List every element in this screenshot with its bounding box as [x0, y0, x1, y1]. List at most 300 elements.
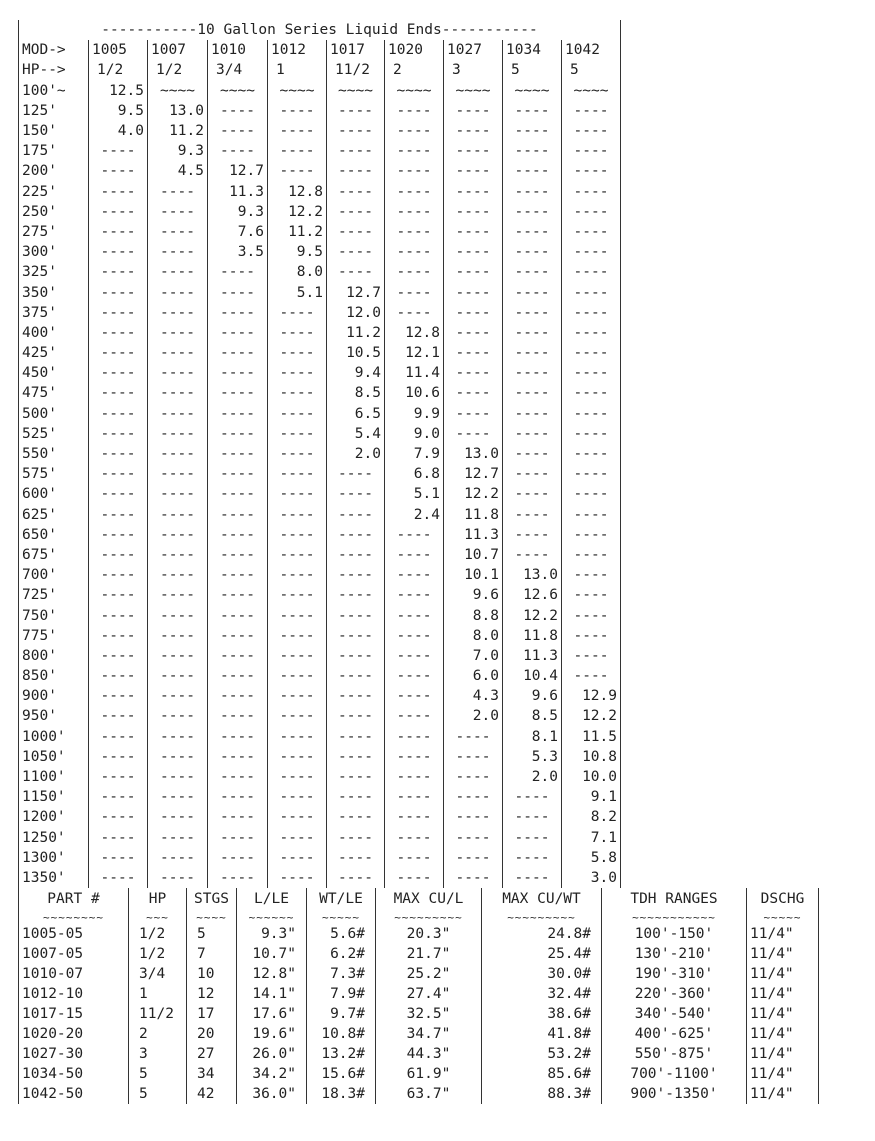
gpm-cell: ---- — [562, 424, 621, 444]
gpm-cell: ---- — [444, 242, 503, 262]
gpm-cell: ---- — [148, 626, 208, 646]
gpm-cell: ---- — [208, 404, 268, 424]
hp-header-cell: 5 — [562, 60, 621, 80]
parts-cell-tdh: 550'-875' — [602, 1044, 747, 1064]
gpm-cell: 8.5 — [327, 383, 385, 403]
performance-row — [19, 121, 621, 141]
gpm-cell: ---- — [562, 626, 621, 646]
depth-cell: 1350' — [19, 868, 89, 888]
gpm-cell: ---- — [208, 868, 268, 888]
gpm-cell: ---- — [208, 484, 268, 504]
gpm-cell: ---- — [148, 646, 208, 666]
hp-header-cell: 3 — [444, 60, 503, 80]
parts-row — [19, 944, 819, 964]
gpm-cell: ---- — [385, 161, 444, 181]
gpm-cell: ---- — [89, 282, 148, 302]
gpm-cell: 9.3 — [148, 141, 208, 161]
gpm-cell: 5.8 — [562, 848, 621, 868]
gpm-cell: ---- — [208, 686, 268, 706]
gpm-cell: 11.5 — [562, 727, 621, 747]
gpm-cell: ---- — [208, 262, 268, 282]
parts-header-row — [19, 888, 819, 910]
parts-cell-stgs: 42 — [187, 1084, 237, 1104]
gpm-cell: ---- — [208, 505, 268, 525]
gpm-cell: ---- — [148, 505, 208, 525]
gpm-cell: 9.4 — [327, 363, 385, 383]
performance-row — [19, 444, 621, 464]
gpm-cell: ---- — [148, 202, 208, 222]
performance-chart-table — [18, 20, 621, 888]
parts-cell-tdh: 900'-1350' — [602, 1084, 747, 1104]
gpm-cell: ---- — [444, 262, 503, 282]
parts-cell-part: 1010-07 — [19, 964, 129, 984]
parts-cell-part: 1027-30 — [19, 1044, 129, 1064]
parts-cell-dschg: 11/4" — [747, 944, 819, 964]
gpm-cell: ---- — [89, 323, 148, 343]
gpm-cell: ---- — [562, 363, 621, 383]
gpm-cell: ---- — [562, 343, 621, 363]
gpm-cell: ---- — [148, 182, 208, 202]
parts-underline-cell: ~~~~~~~~~ — [376, 910, 482, 924]
parts-cell-max-cu-wt: 85.6# — [482, 1064, 602, 1084]
gpm-cell: 13.0 — [148, 101, 208, 121]
depth-cell: 350' — [19, 282, 89, 302]
gpm-cell: ---- — [562, 101, 621, 121]
gpm-cell: 10.6 — [385, 383, 444, 403]
performance-row — [19, 706, 621, 726]
gpm-cell: 13.0 — [444, 444, 503, 464]
gpm-cell: ---- — [327, 182, 385, 202]
gpm-cell: ---- — [503, 363, 562, 383]
parts-cell-part: 1005-05 — [19, 924, 129, 944]
gpm-cell: ---- — [268, 666, 327, 686]
gpm-cell: 12.7 — [208, 161, 268, 181]
gpm-cell: ---- — [268, 727, 327, 747]
hp-header-cell: 5 — [503, 60, 562, 80]
model-header-cell: 1034 — [503, 40, 562, 60]
gpm-cell: ---- — [148, 565, 208, 585]
parts-cell-max-cu-wt: 32.4# — [482, 984, 602, 1004]
depth-cell: 800' — [19, 646, 89, 666]
gpm-cell: ---- — [148, 525, 208, 545]
gpm-cell: ---- — [327, 828, 385, 848]
parts-cell-dschg: 11/4" — [747, 1024, 819, 1044]
gpm-cell: ---- — [503, 121, 562, 141]
gpm-cell: ---- — [503, 222, 562, 242]
parts-cell-l-le: 12.8" — [237, 964, 307, 984]
gpm-cell: ---- — [327, 727, 385, 747]
gpm-cell: ---- — [327, 626, 385, 646]
gpm-cell: ---- — [562, 182, 621, 202]
gpm-cell: ---- — [385, 242, 444, 262]
performance-row — [19, 787, 621, 807]
depth-cell: 1050' — [19, 747, 89, 767]
hp-header-cell: 3/4 — [208, 60, 268, 80]
gpm-cell: ---- — [268, 343, 327, 363]
gpm-cell: ---- — [444, 282, 503, 302]
parts-header-cell: DSCHG — [747, 888, 819, 910]
gpm-cell: 12.7 — [444, 464, 503, 484]
gpm-cell: ---- — [148, 242, 208, 262]
gpm-cell: ---- — [89, 807, 148, 827]
gpm-cell: ---- — [562, 404, 621, 424]
parts-header-cell: WT/LE — [307, 888, 376, 910]
parts-table — [18, 888, 819, 1104]
gpm-cell: ---- — [208, 706, 268, 726]
gpm-cell: ---- — [89, 706, 148, 726]
gpm-cell: ---- — [385, 525, 444, 545]
gpm-cell: ---- — [148, 484, 208, 504]
parts-cell-tdh: 190'-310' — [602, 964, 747, 984]
gpm-cell: ---- — [208, 464, 268, 484]
gpm-cell: 9.5 — [89, 101, 148, 121]
depth-cell: 250' — [19, 202, 89, 222]
gpm-cell: ---- — [268, 747, 327, 767]
parts-cell-l-le: 9.3" — [237, 924, 307, 944]
gpm-cell: ---- — [208, 282, 268, 302]
parts-cell-dschg: 11/4" — [747, 1044, 819, 1064]
depth-cell: 900' — [19, 686, 89, 706]
gpm-cell: ---- — [562, 323, 621, 343]
gpm-cell: 9.5 — [268, 242, 327, 262]
gpm-cell: ---- — [444, 404, 503, 424]
gpm-cell: ---- — [148, 686, 208, 706]
gpm-cell: ---- — [148, 666, 208, 686]
gpm-cell: ---- — [148, 363, 208, 383]
model-header-cell: 1027 — [444, 40, 503, 60]
gpm-cell: ---- — [268, 121, 327, 141]
gpm-cell: ---- — [503, 505, 562, 525]
gpm-cell: ---- — [327, 666, 385, 686]
gpm-cell: ---- — [89, 848, 148, 868]
performance-row — [19, 807, 621, 827]
parts-cell-hp: 1 — [129, 984, 187, 1004]
gpm-cell: ---- — [327, 848, 385, 868]
gpm-cell: ---- — [562, 222, 621, 242]
gpm-cell: 5.1 — [268, 282, 327, 302]
gpm-cell: ---- — [268, 525, 327, 545]
gpm-cell: ---- — [444, 807, 503, 827]
gpm-cell: 4.5 — [148, 161, 208, 181]
gpm-cell: ---- — [89, 383, 148, 403]
gpm-cell: ---- — [89, 444, 148, 464]
gpm-cell: ---- — [385, 565, 444, 585]
depth-cell: 950' — [19, 706, 89, 726]
gpm-cell: ---- — [385, 828, 444, 848]
gpm-cell: 8.0 — [444, 626, 503, 646]
hp-header-cell: 2 — [385, 60, 444, 80]
gpm-cell: ---- — [444, 363, 503, 383]
gpm-cell: ---- — [148, 404, 208, 424]
parts-cell-part: 1020-20 — [19, 1024, 129, 1044]
gpm-cell: ---- — [208, 787, 268, 807]
gpm-cell: ---- — [503, 484, 562, 504]
gpm-cell: ~~~~ — [327, 81, 385, 101]
gpm-cell: ---- — [268, 545, 327, 565]
parts-cell-max-cu-l: 44.3" — [376, 1044, 482, 1064]
gpm-cell: ---- — [327, 525, 385, 545]
gpm-cell: ---- — [89, 727, 148, 747]
performance-row — [19, 525, 621, 545]
gpm-cell: ---- — [385, 121, 444, 141]
gpm-cell: ---- — [148, 767, 208, 787]
gpm-cell: ---- — [503, 868, 562, 888]
gpm-cell: ---- — [268, 464, 327, 484]
gpm-cell: ---- — [444, 303, 503, 323]
gpm-cell: ---- — [268, 787, 327, 807]
gpm-cell: ---- — [327, 161, 385, 181]
gpm-cell: ---- — [208, 585, 268, 605]
gpm-cell: ---- — [208, 383, 268, 403]
gpm-cell: ---- — [268, 828, 327, 848]
gpm-cell: ---- — [208, 605, 268, 625]
gpm-cell: ---- — [148, 444, 208, 464]
gpm-cell: ---- — [208, 848, 268, 868]
gpm-cell: ---- — [268, 404, 327, 424]
gpm-cell: ---- — [327, 545, 385, 565]
parts-cell-stgs: 20 — [187, 1024, 237, 1044]
gpm-cell: ---- — [148, 383, 208, 403]
performance-row — [19, 182, 621, 202]
gpm-cell: ---- — [89, 404, 148, 424]
gpm-cell: ---- — [562, 444, 621, 464]
gpm-cell: ---- — [148, 222, 208, 242]
gpm-cell: ---- — [562, 383, 621, 403]
gpm-cell: ---- — [385, 727, 444, 747]
parts-row — [19, 1024, 819, 1044]
gpm-cell: ---- — [503, 424, 562, 444]
performance-row — [19, 202, 621, 222]
gpm-cell: ---- — [89, 787, 148, 807]
gpm-cell: ---- — [562, 141, 621, 161]
parts-cell-max-cu-wt: 88.3# — [482, 1084, 602, 1104]
gpm-cell: ---- — [562, 121, 621, 141]
gpm-cell: 11.8 — [503, 626, 562, 646]
gpm-cell: ---- — [327, 222, 385, 242]
depth-cell: 175' — [19, 141, 89, 161]
gpm-cell: ---- — [327, 605, 385, 625]
gpm-cell: 8.8 — [444, 605, 503, 625]
parts-header-cell: PART # — [19, 888, 129, 910]
gpm-cell: ---- — [89, 646, 148, 666]
gpm-cell: ---- — [503, 202, 562, 222]
gpm-cell: 2.0 — [327, 444, 385, 464]
parts-cell-hp: 3 — [129, 1044, 187, 1064]
gpm-cell: 8.1 — [503, 727, 562, 747]
parts-underline-cell: ~~~~~ — [747, 910, 819, 924]
depth-cell: 700' — [19, 565, 89, 585]
depth-cell: 550' — [19, 444, 89, 464]
gpm-cell: ---- — [562, 585, 621, 605]
depth-cell: 125' — [19, 101, 89, 121]
parts-cell-stgs: 17 — [187, 1004, 237, 1024]
parts-underline-cell: ~~~~~~ — [237, 910, 307, 924]
parts-underline-cell: ~~~~~ — [307, 910, 376, 924]
gpm-cell: 11.3 — [503, 646, 562, 666]
gpm-cell: 12.5 — [89, 81, 148, 101]
gpm-cell: 2.4 — [385, 505, 444, 525]
parts-cell-hp: 2 — [129, 1024, 187, 1044]
gpm-cell: ---- — [562, 303, 621, 323]
gpm-cell: ---- — [208, 565, 268, 585]
hp-header-row — [19, 60, 621, 80]
gpm-cell: ---- — [148, 585, 208, 605]
gpm-cell: ---- — [327, 505, 385, 525]
performance-row — [19, 363, 621, 383]
gpm-cell: ---- — [268, 363, 327, 383]
gpm-cell: ---- — [208, 767, 268, 787]
gpm-cell: ---- — [503, 182, 562, 202]
gpm-cell: ---- — [327, 747, 385, 767]
parts-cell-l-le: 19.6" — [237, 1024, 307, 1044]
parts-header-cell: MAX CU/WT — [482, 888, 602, 910]
gpm-cell: ---- — [385, 303, 444, 323]
performance-row — [19, 545, 621, 565]
parts-cell-wt-le: 18.3# — [307, 1084, 376, 1104]
gpm-cell: ---- — [208, 807, 268, 827]
gpm-cell: 9.6 — [503, 686, 562, 706]
gpm-cell: 11.8 — [444, 505, 503, 525]
parts-cell-dschg: 11/4" — [747, 1064, 819, 1084]
gpm-cell: ---- — [208, 828, 268, 848]
model-header-cell: 1005 — [89, 40, 148, 60]
performance-row — [19, 242, 621, 262]
gpm-cell: 10.1 — [444, 565, 503, 585]
gpm-cell: ---- — [208, 727, 268, 747]
gpm-cell: ---- — [562, 242, 621, 262]
gpm-cell: ---- — [444, 868, 503, 888]
hp-header-cell: 1 — [268, 60, 327, 80]
parts-cell-l-le: 34.2" — [237, 1064, 307, 1084]
gpm-cell: ---- — [89, 585, 148, 605]
gpm-cell: 7.9 — [385, 444, 444, 464]
gpm-cell: 6.0 — [444, 666, 503, 686]
gpm-cell: ---- — [268, 807, 327, 827]
depth-cell: 500' — [19, 404, 89, 424]
gpm-cell: ---- — [327, 807, 385, 827]
parts-cell-l-le: 36.0" — [237, 1084, 307, 1104]
gpm-cell: 9.6 — [444, 585, 503, 605]
gpm-cell: ---- — [268, 161, 327, 181]
depth-cell: 775' — [19, 626, 89, 646]
performance-row — [19, 848, 621, 868]
gpm-cell: ---- — [208, 303, 268, 323]
gpm-cell: ---- — [327, 706, 385, 726]
gpm-cell: 10.4 — [503, 666, 562, 686]
gpm-cell: ---- — [562, 505, 621, 525]
gpm-cell: 8.5 — [503, 706, 562, 726]
performance-row — [19, 404, 621, 424]
gpm-cell: ---- — [208, 323, 268, 343]
performance-row — [19, 303, 621, 323]
gpm-cell: ---- — [562, 646, 621, 666]
gpm-cell: ---- — [89, 484, 148, 504]
hp-header-cell: 1/2 — [148, 60, 208, 80]
gpm-cell: 5.3 — [503, 747, 562, 767]
performance-row — [19, 161, 621, 181]
gpm-cell: ---- — [148, 424, 208, 444]
gpm-cell: 10.8 — [562, 747, 621, 767]
gpm-cell: ---- — [562, 262, 621, 282]
gpm-cell: 4.0 — [89, 121, 148, 141]
performance-row — [19, 262, 621, 282]
depth-cell: 375' — [19, 303, 89, 323]
parts-cell-hp: 1/2 — [129, 944, 187, 964]
parts-cell-max-cu-wt: 53.2# — [482, 1044, 602, 1064]
gpm-cell: ---- — [327, 262, 385, 282]
gpm-cell: ---- — [385, 807, 444, 827]
gpm-cell: ---- — [208, 525, 268, 545]
gpm-cell: 2.0 — [444, 706, 503, 726]
gpm-cell: ---- — [562, 202, 621, 222]
gpm-cell: ---- — [89, 686, 148, 706]
gpm-cell: ---- — [268, 646, 327, 666]
gpm-cell: ---- — [89, 161, 148, 181]
parts-cell-max-cu-wt: 30.0# — [482, 964, 602, 984]
gpm-cell: ---- — [385, 262, 444, 282]
parts-header-cell: STGS — [187, 888, 237, 910]
gpm-cell: ---- — [444, 747, 503, 767]
gpm-cell: ---- — [327, 868, 385, 888]
parts-cell-part: 1012-10 — [19, 984, 129, 1004]
gpm-cell: 12.0 — [327, 303, 385, 323]
gpm-cell: ---- — [148, 727, 208, 747]
gpm-cell: ---- — [89, 262, 148, 282]
gpm-cell: ---- — [148, 848, 208, 868]
gpm-cell: ---- — [385, 222, 444, 242]
performance-row — [19, 747, 621, 767]
gpm-cell: ~~~~ — [385, 81, 444, 101]
gpm-cell: ~~~~ — [444, 81, 503, 101]
gpm-cell: ---- — [268, 605, 327, 625]
gpm-cell: ---- — [268, 686, 327, 706]
depth-cell: 475' — [19, 383, 89, 403]
parts-cell-l-le: 17.6" — [237, 1004, 307, 1024]
gpm-cell: ---- — [444, 202, 503, 222]
gpm-cell: ---- — [444, 343, 503, 363]
gpm-cell: ---- — [89, 828, 148, 848]
gpm-cell: ---- — [89, 303, 148, 323]
hp-label: HP--> — [19, 60, 89, 80]
parts-row — [19, 1044, 819, 1064]
gpm-cell: ---- — [385, 202, 444, 222]
gpm-cell: ---- — [503, 323, 562, 343]
depth-cell: 225' — [19, 182, 89, 202]
performance-row — [19, 686, 621, 706]
gpm-cell: 12.2 — [444, 484, 503, 504]
gpm-cell: 12.2 — [562, 706, 621, 726]
parts-underline-cell: ~~~~~~~~~ — [482, 910, 602, 924]
gpm-cell: ---- — [268, 585, 327, 605]
gpm-cell: ---- — [503, 383, 562, 403]
depth-cell: 1300' — [19, 848, 89, 868]
gpm-cell: ---- — [148, 787, 208, 807]
gpm-cell: ---- — [503, 282, 562, 302]
gpm-cell: 6.8 — [385, 464, 444, 484]
gpm-cell: ~~~~ — [268, 81, 327, 101]
gpm-cell: ---- — [327, 101, 385, 121]
parts-cell-part: 1007-05 — [19, 944, 129, 964]
parts-cell-hp: 1/2 — [129, 924, 187, 944]
performance-row — [19, 727, 621, 747]
gpm-cell: ---- — [503, 848, 562, 868]
gpm-cell: 12.1 — [385, 343, 444, 363]
gpm-cell: 12.8 — [268, 182, 327, 202]
gpm-cell: ---- — [148, 828, 208, 848]
gpm-cell: ---- — [327, 585, 385, 605]
depth-cell: 450' — [19, 363, 89, 383]
gpm-cell: ---- — [327, 646, 385, 666]
